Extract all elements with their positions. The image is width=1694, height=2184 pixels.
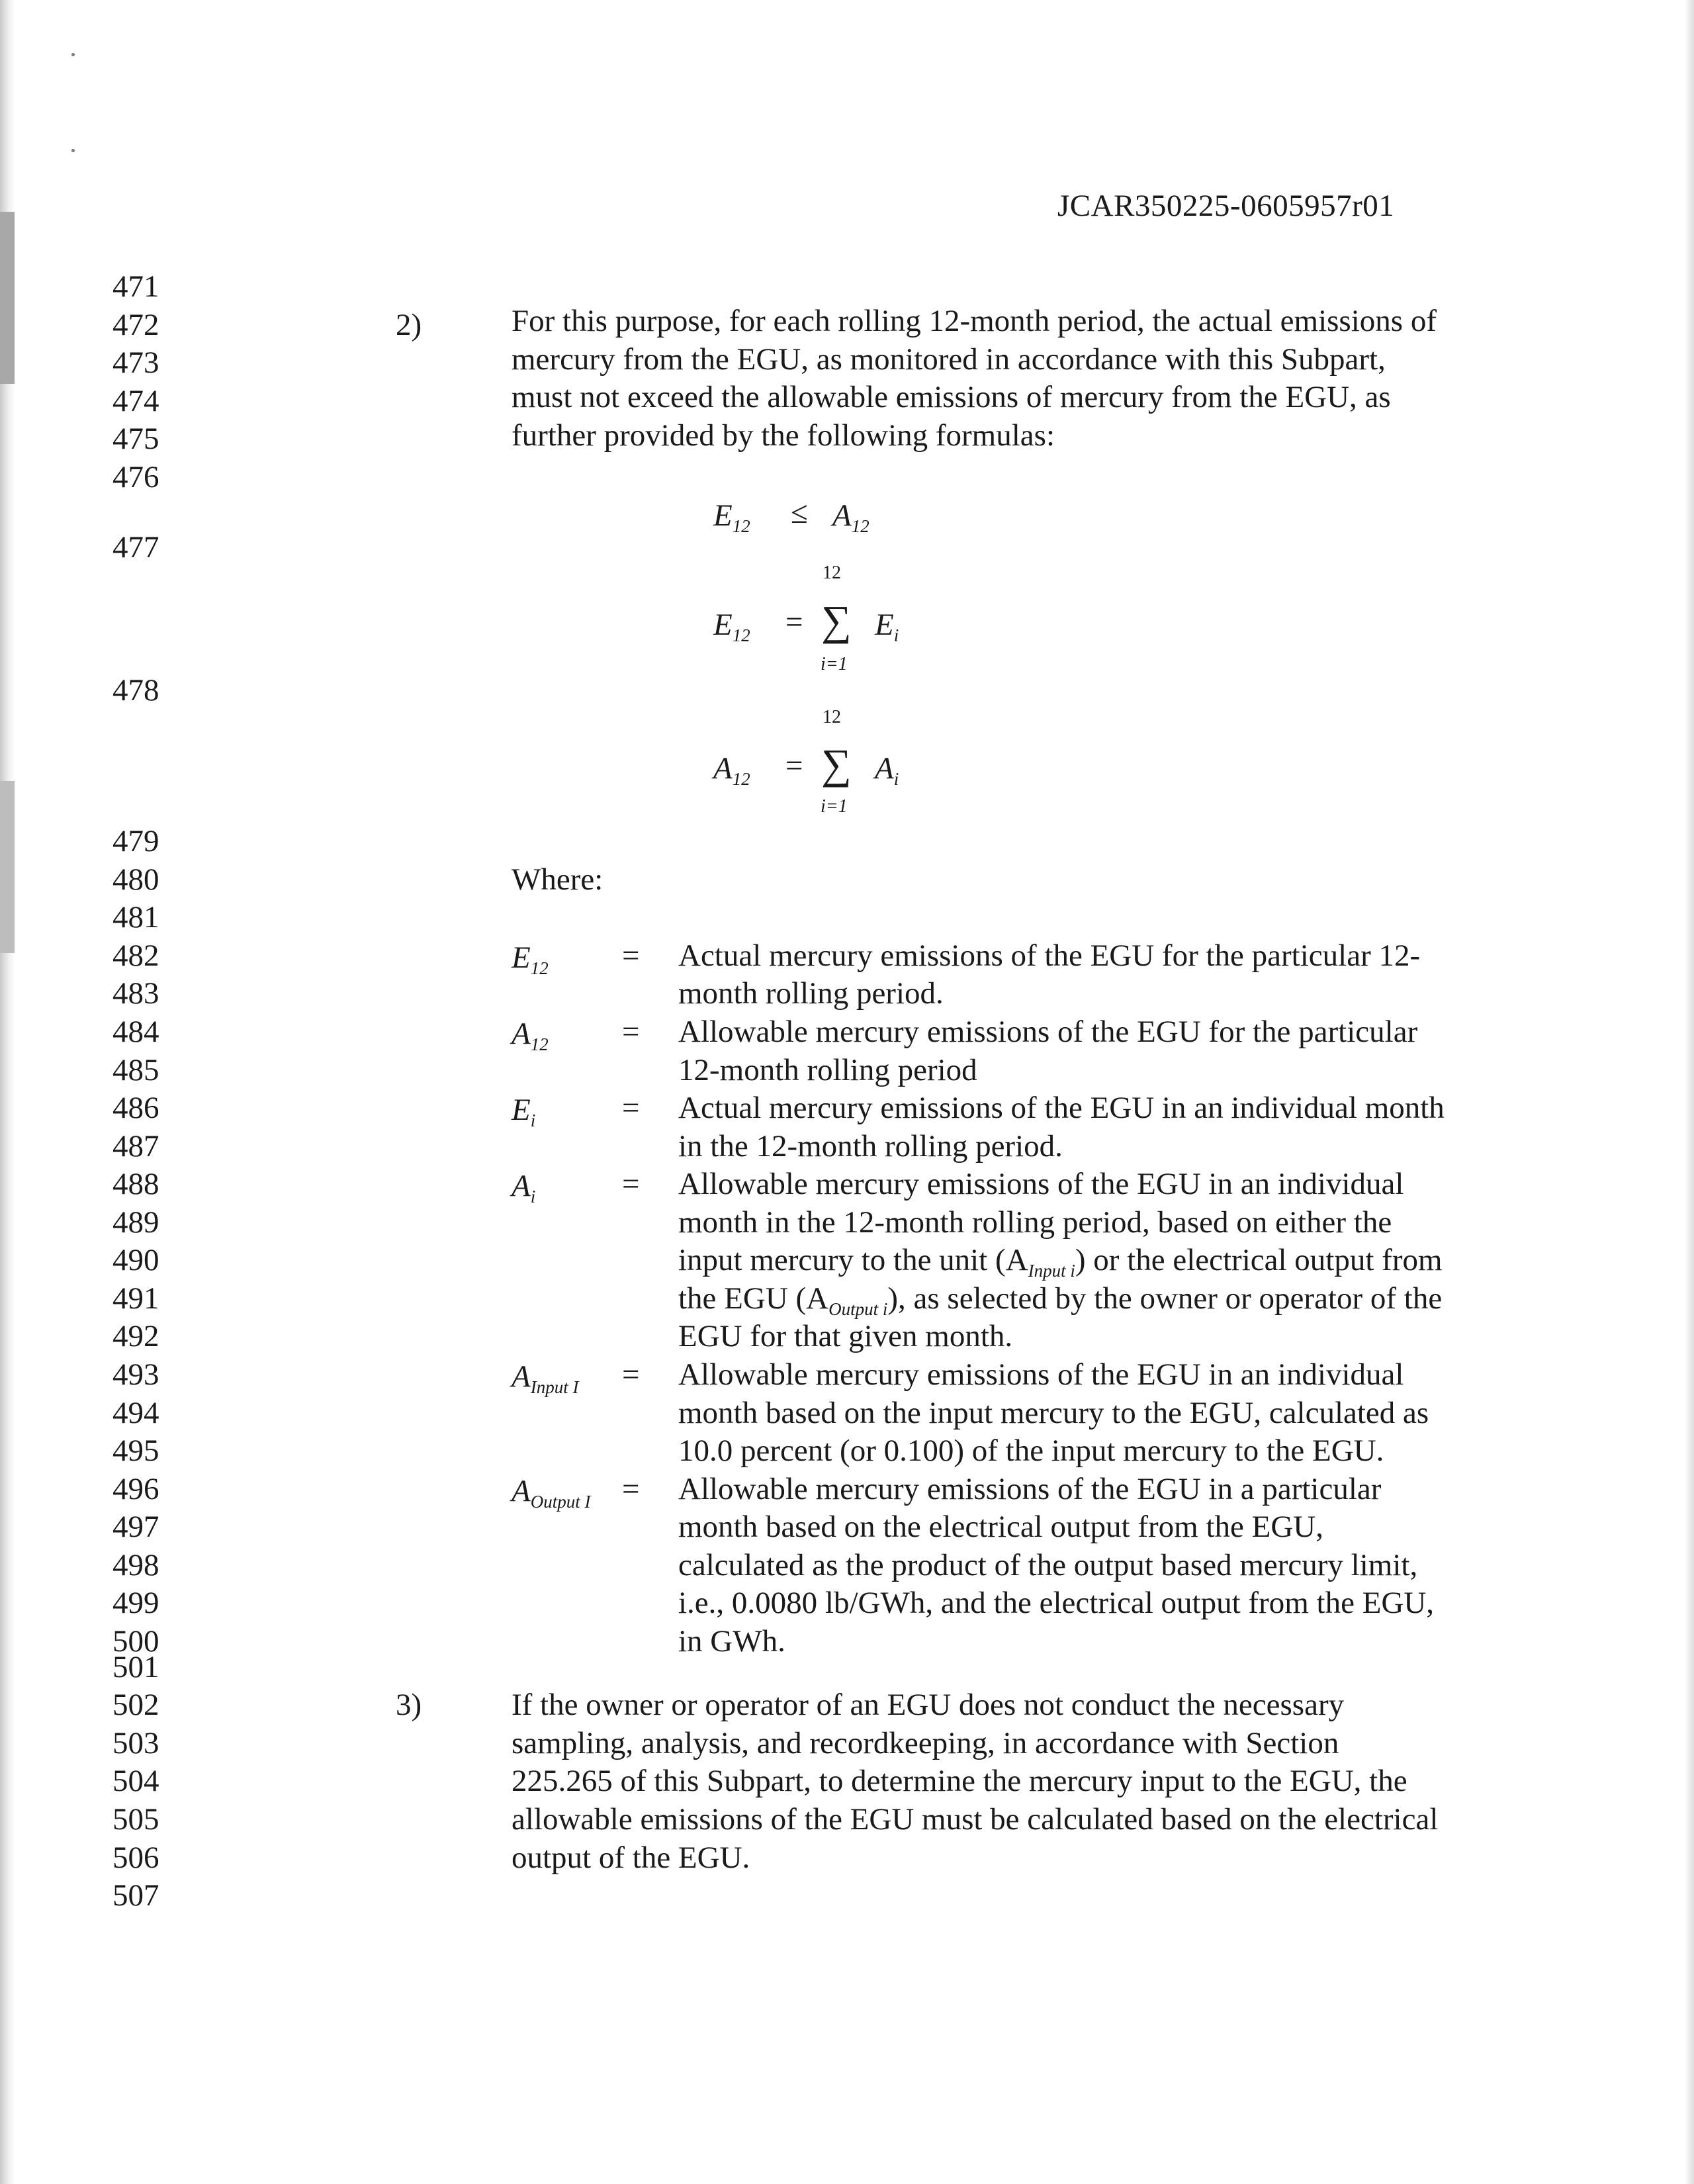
formula-rhs: $A_{12}$ [832, 498, 869, 536]
formula-lhs: $E_{12}$ [713, 608, 750, 645]
definition-line: calculated as the product of the output based mercury limit, [678, 1548, 1418, 1582]
line-number: 471 [112, 269, 159, 304]
definition-equals: = [622, 1015, 640, 1049]
sum-upper-limit: 12 [823, 707, 841, 727]
definition-line: Allowable mercury emissions of the EGU in an individual [678, 1357, 1404, 1392]
definition-symbol: $A_{Output I}$ [512, 1474, 591, 1512]
formula-lhs: $E_{12}$ [713, 498, 750, 536]
definition-line: 10.0 percent (or 0.100) of the input mercury to the EGU. [678, 1433, 1384, 1468]
definition-symbol: $E_i$ [512, 1093, 536, 1130]
definition-line: month based on the input mercury to the EGU, calculated as [678, 1396, 1429, 1430]
paragraph-line: output of the EGU. [512, 1841, 750, 1875]
definition-symbol: $A_{12}$ [512, 1017, 549, 1054]
line-number: 504 [112, 1764, 159, 1798]
document-id: JCAR350225-0605957r01 [1057, 189, 1395, 223]
definition-line: in the 12-month rolling period. [678, 1129, 1063, 1163]
line-number: 476 [112, 460, 159, 494]
formula-operator: = [785, 605, 803, 639]
formula-operator: = [785, 749, 803, 783]
line-number: 502 [112, 1688, 159, 1722]
definition-symbol: $E_{12}$ [512, 940, 549, 978]
line-number: 480 [112, 862, 159, 897]
line-number: 492 [112, 1319, 159, 1353]
line-number: 488 [112, 1167, 159, 1201]
summation-sign: ∑ [821, 597, 852, 644]
definition-symbol: $A_i$ [512, 1169, 536, 1206]
line-number: 475 [112, 422, 159, 456]
definition-line: month rolling period. [678, 976, 944, 1011]
item-marker: 3) [396, 1688, 422, 1722]
line-number: 493 [112, 1357, 159, 1392]
definition-line: 12-month rolling period [678, 1053, 977, 1087]
scan-speck [71, 53, 75, 56]
line-number: 477 [112, 530, 159, 565]
definition-line: input mercury to the unit $(A_{Input i})$ or the electrical output from [678, 1243, 1443, 1281]
line-number: 478 [112, 673, 159, 707]
sum-lower-limit: i=1 [821, 654, 848, 674]
scan-shadow-band [0, 212, 15, 384]
definition-line: month based on the electrical output from the EGU, [678, 1510, 1323, 1544]
paragraph-line: 225.265 of this Subpart, to determine the mercury input to the EGU, the [512, 1764, 1407, 1798]
paragraph-line: sampling, analysis, and recordkeeping, in accordance with Section [512, 1726, 1339, 1760]
formula-lhs: $A_{12}$ [713, 751, 750, 789]
sum-upper-limit: 12 [823, 563, 841, 583]
definition-line: i.e., 0.0080 lb/GWh, and the electrical output from the EGU, [678, 1586, 1435, 1620]
line-number: 485 [112, 1053, 159, 1087]
paragraph-line: must not exceed the allowable emissions of mercury from the EGU, as [512, 380, 1391, 414]
definition-line: Allowable mercury emissions of the EGU in a particular [678, 1472, 1382, 1506]
line-number: 474 [112, 384, 159, 418]
line-number: 499 [112, 1586, 159, 1620]
line-number: 489 [112, 1205, 159, 1240]
line-number: 482 [112, 938, 159, 973]
scan-edge-right [1685, 0, 1694, 2184]
definition-line: month in the 12-month rolling period, based on either the [678, 1205, 1392, 1240]
line-number: 491 [112, 1281, 159, 1316]
paragraph-line: For this purpose, for each rolling 12-month period, the actual emissions of [512, 304, 1437, 338]
definition-line: the EGU $(A_{Output i})$, as selected by the owner or operator of the [678, 1281, 1443, 1319]
line-number: 497 [112, 1510, 159, 1544]
where-label: Where: [512, 862, 603, 897]
line-number: 486 [112, 1091, 159, 1125]
definition-line: Actual mercury emissions of the EGU in an individual month [678, 1091, 1445, 1125]
definition-equals: = [622, 1357, 640, 1392]
definition-equals: = [622, 1091, 640, 1125]
line-number: 507 [112, 1878, 159, 1913]
definition-line: in GWh. [678, 1624, 785, 1659]
paragraph-line: further provided by the following formulas: [512, 418, 1055, 453]
definition-line: Actual mercury emissions of the EGU for the particular 12- [678, 938, 1421, 973]
paragraph-line: mercury from the EGU, as monitored in accordance with this Subpart, [512, 342, 1386, 377]
definition-line: EGU for that given month. [678, 1319, 1013, 1353]
scan-shadow-band [0, 781, 15, 953]
line-number: 473 [112, 345, 159, 380]
scan-speck [71, 149, 75, 152]
definition-line: Allowable mercury emissions of the EGU in an individual [678, 1167, 1404, 1201]
line-number: 506 [112, 1841, 159, 1875]
definition-equals: = [622, 938, 640, 973]
line-number: 505 [112, 1802, 159, 1837]
formula-operator: ≤ [791, 496, 808, 530]
definition-equals: = [622, 1167, 640, 1201]
line-number: 498 [112, 1548, 159, 1582]
summation-sign: ∑ [821, 741, 852, 788]
paragraph-line: allowable emissions of the EGU must be calculated based on the electrical [512, 1802, 1439, 1837]
line-number: 481 [112, 900, 159, 934]
definition-symbol: $A_{Input I}$ [512, 1359, 579, 1397]
line-number: 483 [112, 976, 159, 1011]
line-number: 487 [112, 1129, 159, 1163]
line-number: 495 [112, 1433, 159, 1468]
line-number: 490 [112, 1243, 159, 1277]
sum-lower-limit: i=1 [821, 796, 848, 817]
formula-term: $E_i$ [875, 608, 899, 645]
paragraph-line: If the owner or operator of an EGU does not conduct the necessary [512, 1688, 1345, 1722]
line-number: 484 [112, 1015, 159, 1049]
line-number: 479 [112, 824, 159, 858]
definition-line: Allowable mercury emissions of the EGU for the particular [678, 1015, 1418, 1049]
item-marker: 2) [396, 308, 422, 342]
line-number: 496 [112, 1472, 159, 1506]
line-number: 472 [112, 308, 159, 342]
line-number: 501 [112, 1650, 159, 1684]
formula-term: $A_i$ [875, 751, 899, 789]
definition-equals: = [622, 1472, 640, 1506]
line-number: 494 [112, 1396, 159, 1430]
line-number: 503 [112, 1726, 159, 1760]
line-number: 500 [112, 1624, 159, 1659]
